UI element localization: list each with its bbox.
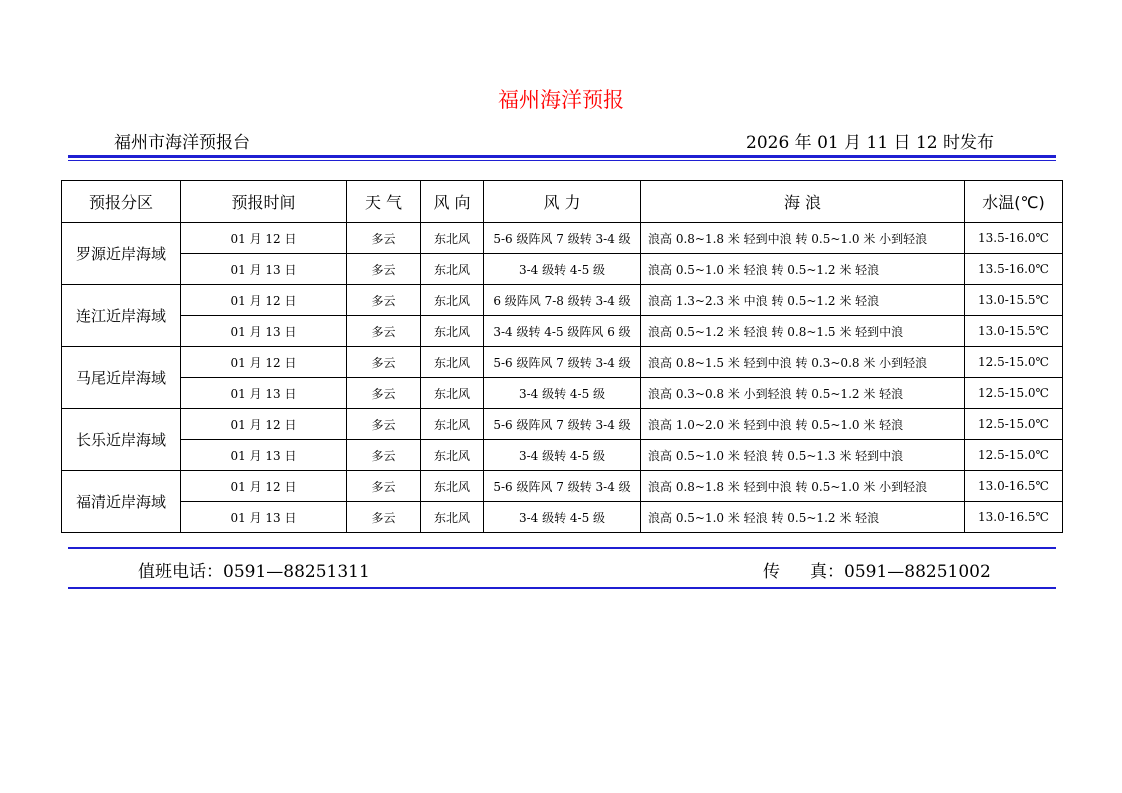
weather: 多云: [347, 378, 421, 409]
footer-divider-top: [68, 547, 1056, 549]
fax: [763, 557, 991, 582]
wind-direction: 东北风: [421, 502, 484, 533]
region-name: 连江近岸海域: [62, 285, 181, 347]
fax-number: 0591—88251002: [844, 562, 991, 582]
wind-force: 5-6 级阵风 7 级转 3-4 级: [484, 409, 641, 440]
table-row: [62, 254, 1063, 285]
forecast-table: [61, 180, 1063, 533]
forecast-time: 01 月 12 日: [181, 471, 347, 502]
wave: 浪高 0.5~1.0 米 轻浪 转 0.5~1.3 米 轻到中浪: [641, 440, 965, 471]
forecast-time: 01 月 12 日: [181, 285, 347, 316]
water-temp: 12.5-15.0℃: [965, 347, 1063, 378]
page-title: 福州海洋预报: [498, 88, 624, 112]
water-temp: 13.0-16.5℃: [965, 471, 1063, 502]
wind-force: 3-4 级转 4-5 级: [484, 502, 641, 533]
wind-direction: 东北风: [421, 223, 484, 254]
header-wave: 海 浪: [641, 181, 965, 223]
wave: 浪高 0.5~1.0 米 轻浪 转 0.5~1.2 米 轻浪: [641, 254, 965, 285]
water-temp: 12.5-15.0℃: [965, 409, 1063, 440]
water-temp: 12.5-15.0℃: [965, 440, 1063, 471]
forecast-time: 01 月 12 日: [181, 223, 347, 254]
header-weather: 天 气: [347, 181, 421, 223]
water-temp: 13.5-16.0℃: [965, 223, 1063, 254]
wind-force: 3-4 级转 4-5 级: [484, 378, 641, 409]
wind-direction: 东北风: [421, 285, 484, 316]
weather: 多云: [347, 285, 421, 316]
header-divider-thin: [68, 160, 1056, 161]
duty-phone: [138, 557, 370, 582]
wind-force: 5-6 级阵风 7 级转 3-4 级: [484, 223, 641, 254]
water-temp: 13.5-16.0℃: [965, 254, 1063, 285]
header-wind-force: 风 力: [484, 181, 641, 223]
forecast-time: 01 月 13 日: [181, 378, 347, 409]
forecast-time: 01 月 12 日: [181, 347, 347, 378]
weather: 多云: [347, 223, 421, 254]
header-time: 预报时间: [181, 181, 347, 223]
weather: 多云: [347, 254, 421, 285]
weather: 多云: [347, 347, 421, 378]
table-row: [62, 502, 1063, 533]
header-water-temp: 水温(℃): [965, 181, 1063, 223]
duty-phone-number: 0591—88251311: [223, 562, 370, 582]
region-name: 福清近岸海域: [62, 471, 181, 533]
wind-direction: 东北风: [421, 440, 484, 471]
table-row: [62, 440, 1063, 471]
forecast-time: 01 月 13 日: [181, 440, 347, 471]
forecast-time: 01 月 13 日: [181, 316, 347, 347]
region-name: 马尾近岸海域: [62, 347, 181, 409]
table-row: [62, 223, 1063, 254]
wave: 浪高 0.8~1.8 米 轻到中浪 转 0.5~1.0 米 小到轻浪: [641, 223, 965, 254]
wind-direction: 东北风: [421, 409, 484, 440]
table-row: [62, 409, 1063, 440]
forecast-time: 01 月 13 日: [181, 502, 347, 533]
wave: 浪高 0.8~1.5 米 轻到中浪 转 0.3~0.8 米 小到轻浪: [641, 347, 965, 378]
weather: 多云: [347, 440, 421, 471]
wind-force: 3-4 级转 4-5 级阵风 6 级: [484, 316, 641, 347]
fax-label-second: 真：: [810, 562, 844, 582]
issue-date: 2026 年 01 月 11 日 12 时发布: [746, 133, 994, 153]
wind-force: 5-6 级阵风 7 级转 3-4 级: [484, 471, 641, 502]
duty-phone-label: 值班电话：: [138, 562, 223, 582]
wind-force: 6 级阵风 7-8 级转 3-4 级: [484, 285, 641, 316]
footer-divider-bottom: [68, 587, 1056, 589]
wave: 浪高 0.8~1.8 米 轻到中浪 转 0.5~1.0 米 小到轻浪: [641, 471, 965, 502]
table-header-row: [62, 181, 1063, 223]
table-row: [62, 285, 1063, 316]
water-temp: 13.0-16.5℃: [965, 502, 1063, 533]
organization-name: 福州市海洋预报台: [114, 133, 250, 153]
table-row: [62, 347, 1063, 378]
weather: 多云: [347, 471, 421, 502]
forecast-time: 01 月 12 日: [181, 409, 347, 440]
wave: 浪高 0.5~1.2 米 轻浪 转 0.8~1.5 米 轻到中浪: [641, 316, 965, 347]
region-name: 长乐近岸海域: [62, 409, 181, 471]
table-row: [62, 471, 1063, 502]
wind-direction: 东北风: [421, 471, 484, 502]
wave: 浪高 1.3~2.3 米 中浪 转 0.5~1.2 米 轻浪: [641, 285, 965, 316]
water-temp: 12.5-15.0℃: [965, 378, 1063, 409]
fax-label-first: 传: [763, 562, 780, 582]
wind-force: 3-4 级转 4-5 级: [484, 440, 641, 471]
wind-force: 3-4 级转 4-5 级: [484, 254, 641, 285]
weather: 多云: [347, 502, 421, 533]
wind-direction: 东北风: [421, 347, 484, 378]
wave: 浪高 0.5~1.0 米 轻浪 转 0.5~1.2 米 轻浪: [641, 502, 965, 533]
weather: 多云: [347, 316, 421, 347]
wind-direction: 东北风: [421, 378, 484, 409]
wave: 浪高 0.3~0.8 米 小到轻浪 转 0.5~1.2 米 轻浪: [641, 378, 965, 409]
wave: 浪高 1.0~2.0 米 轻到中浪 转 0.5~1.0 米 轻浪: [641, 409, 965, 440]
wind-force: 5-6 级阵风 7 级转 3-4 级: [484, 347, 641, 378]
forecast-time: 01 月 13 日: [181, 254, 347, 285]
header-divider-thick: [68, 155, 1056, 158]
wind-direction: 东北风: [421, 254, 484, 285]
region-name: 罗源近岸海域: [62, 223, 181, 285]
water-temp: 13.0-15.5℃: [965, 285, 1063, 316]
table-row: [62, 378, 1063, 409]
table-row: [62, 316, 1063, 347]
wind-direction: 东北风: [421, 316, 484, 347]
header-region: 预报分区: [62, 181, 181, 223]
header-wind-direction: 风 向: [421, 181, 484, 223]
water-temp: 13.0-15.5℃: [965, 316, 1063, 347]
weather: 多云: [347, 409, 421, 440]
